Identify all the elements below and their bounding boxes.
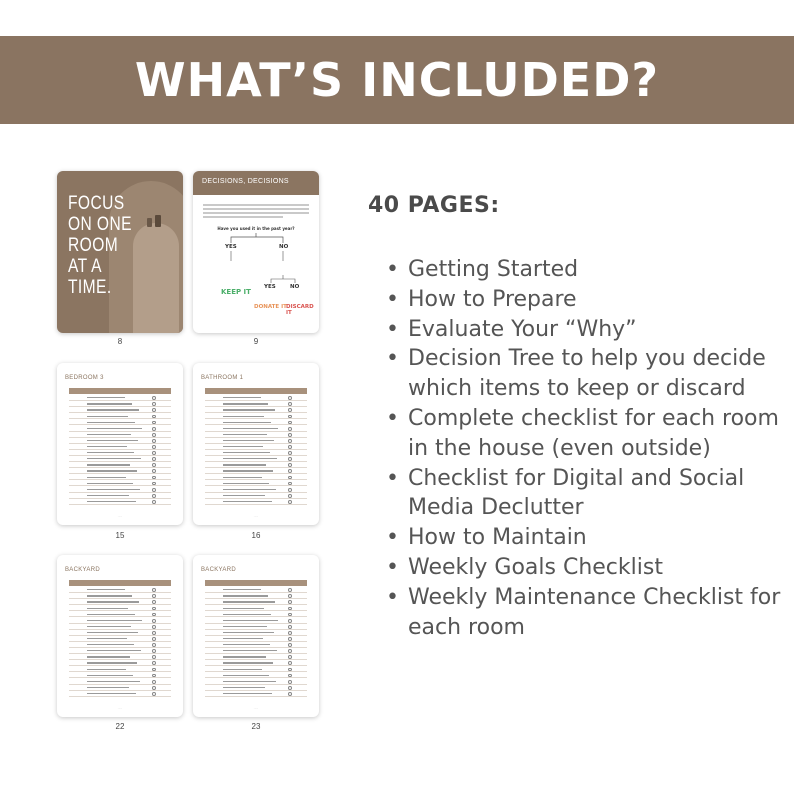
table-header — [205, 388, 307, 394]
checkbox-icon — [288, 655, 292, 659]
row-text — [87, 662, 137, 663]
decor-bottle — [155, 215, 161, 227]
list-item-label: Weekly Maintenance Checklist for each room — [408, 584, 781, 640]
cover-line: AT A TIME. — [68, 256, 112, 298]
checkbox-icon — [288, 588, 292, 592]
row-text — [87, 687, 129, 688]
row-text — [223, 669, 262, 670]
row-text — [223, 422, 271, 423]
row-text — [223, 644, 270, 645]
list-item — [386, 344, 786, 404]
row-text — [223, 595, 268, 596]
checkbox-icon — [152, 433, 156, 437]
page-thumbnail-8 — [57, 171, 183, 333]
list-item-label: Weekly Goals Checklist — [408, 554, 663, 580]
room-header: BEDROOM 3 — [65, 375, 104, 381]
checkbox-icon — [288, 643, 292, 647]
row-text — [223, 403, 268, 404]
checkbox-icon — [152, 463, 156, 467]
checkbox-icon — [288, 661, 292, 665]
checkbox-icon — [152, 680, 156, 684]
row-text — [87, 589, 125, 590]
table-header — [69, 388, 171, 394]
checkbox-icon — [288, 594, 292, 598]
checkbox-icon — [152, 427, 156, 431]
row-text — [87, 644, 134, 645]
row-text — [223, 464, 266, 465]
room-header: BACKYARD — [65, 567, 100, 573]
checkbox-icon — [288, 637, 292, 641]
table-header — [205, 580, 307, 586]
row-text — [223, 477, 262, 478]
checkbox-icon — [152, 613, 156, 617]
row-text — [87, 440, 138, 441]
checkbox-icon — [152, 668, 156, 672]
list-item-label: Checklist for Digital and Social Media Declutter — [408, 465, 745, 521]
list-item-label: Complete checklist for each room in the house (even outside) — [408, 405, 779, 461]
bullet-icon: • — [386, 316, 399, 342]
row-text — [223, 626, 267, 627]
row-text — [87, 650, 141, 651]
header-banner — [0, 36, 794, 124]
bullet-icon: • — [386, 405, 399, 431]
checkbox-icon — [288, 427, 292, 431]
row-text — [87, 403, 132, 404]
checkbox-icon — [288, 439, 292, 443]
row-text — [87, 434, 131, 435]
no-label: NO — [290, 284, 300, 290]
row-text — [87, 626, 131, 627]
checkbox-icon — [152, 649, 156, 653]
checkbox-icon — [288, 668, 292, 672]
row-text — [223, 489, 276, 490]
list-item — [386, 464, 786, 524]
checkbox-icon — [152, 594, 156, 598]
row-text — [223, 589, 261, 590]
page-footer: ····· — [117, 514, 123, 518]
table-row — [69, 691, 171, 697]
list-item-label: Getting Started — [408, 257, 579, 282]
row-text — [223, 675, 269, 676]
table-rows — [69, 395, 171, 505]
checkbox-icon — [152, 451, 156, 455]
checkbox-icon — [152, 692, 156, 696]
checkbox-icon — [288, 396, 292, 400]
checkbox-icon — [288, 631, 292, 635]
room-header: BACKYARD — [201, 567, 236, 573]
checkbox-icon — [152, 482, 156, 486]
checkbox-icon — [152, 439, 156, 443]
list-item-label: Evaluate Your “Why” — [408, 316, 637, 342]
checkbox-icon — [152, 494, 156, 498]
checklist-table — [205, 580, 307, 697]
checkbox-icon — [288, 408, 292, 412]
row-text — [87, 620, 142, 621]
checkbox-icon — [288, 402, 292, 406]
cover-title — [68, 193, 147, 298]
yes-label: YES — [264, 284, 276, 290]
row-text — [87, 452, 134, 453]
checkbox-icon — [152, 469, 156, 473]
page-thumbnail-9 — [193, 171, 319, 333]
page-thumbnail-22 — [57, 555, 183, 717]
checkbox-icon — [152, 588, 156, 592]
row-text — [87, 595, 132, 596]
row-text — [87, 483, 133, 484]
bullet-icon: • — [386, 525, 399, 551]
checkbox-icon — [288, 469, 292, 473]
list-item-label: Decision Tree to help you decide which items to keep or discard — [408, 346, 766, 402]
checkbox-icon — [288, 488, 292, 492]
page-number: 16 — [251, 531, 261, 540]
checkbox-icon — [152, 607, 156, 611]
checkbox-icon — [288, 607, 292, 611]
checkbox-icon — [288, 433, 292, 437]
row-text — [223, 452, 270, 453]
list-item — [386, 255, 786, 285]
row-text — [87, 489, 140, 490]
bullet-icon: • — [386, 554, 399, 580]
feature-list — [386, 255, 786, 642]
row-text — [87, 416, 128, 417]
row-text — [223, 495, 265, 496]
row-text — [223, 608, 264, 609]
cover-line: ROOM — [68, 235, 119, 256]
page-thumbnail-16 — [193, 363, 319, 525]
table-rows — [205, 587, 307, 697]
page-footer: ····· — [253, 706, 259, 710]
discard-it-label: DISCARD IT — [286, 304, 314, 316]
row-text — [87, 601, 139, 602]
checkbox-icon — [152, 619, 156, 623]
checkbox-icon — [152, 396, 156, 400]
row-text — [223, 656, 266, 657]
row-text — [87, 422, 135, 423]
row-text — [223, 614, 271, 615]
row-text — [223, 501, 272, 502]
row-text — [223, 632, 274, 633]
row-text — [87, 638, 127, 639]
checkbox-icon — [152, 415, 156, 419]
checkbox-icon — [288, 674, 292, 678]
checkbox-icon — [288, 445, 292, 449]
checkbox-icon — [152, 625, 156, 629]
row-text — [87, 464, 130, 465]
row-text — [87, 428, 142, 429]
table-rows — [205, 395, 307, 505]
row-text — [87, 495, 129, 496]
page-number: 23 — [251, 722, 261, 731]
row-text — [87, 681, 140, 682]
bullet-icon: • — [386, 257, 399, 282]
checkbox-icon — [152, 631, 156, 635]
checkbox-icon — [288, 457, 292, 461]
row-text — [87, 675, 133, 676]
row-text — [223, 434, 267, 435]
checkbox-icon — [152, 674, 156, 678]
row-text — [87, 608, 128, 609]
row-text — [87, 632, 138, 633]
page-thumbnail-15 — [57, 363, 183, 525]
page-number: 8 — [117, 337, 123, 346]
checkbox-icon — [288, 613, 292, 617]
list-item — [386, 285, 786, 315]
list-item — [386, 404, 786, 464]
checkbox-icon — [152, 686, 156, 690]
checklist-table — [205, 388, 307, 505]
page-thumbnail-23 — [193, 555, 319, 717]
row-text — [223, 446, 263, 447]
banner-title: WHAT’S INCLUDED? — [134, 53, 660, 107]
bullet-icon: • — [386, 286, 399, 312]
checkbox-icon — [288, 500, 292, 504]
list-item — [386, 315, 786, 345]
row-text — [223, 416, 264, 417]
row-text — [223, 470, 273, 471]
checkbox-icon — [152, 661, 156, 665]
list-item-label: How to Prepare — [408, 286, 577, 312]
row-text — [223, 458, 277, 459]
checkbox-icon — [288, 415, 292, 419]
checklist-table — [69, 580, 171, 697]
table-header — [69, 580, 171, 586]
list-item-label: How to Maintain — [408, 525, 587, 551]
checkbox-icon — [288, 463, 292, 467]
page-footer: ····· — [253, 514, 259, 518]
row-text — [223, 681, 276, 682]
yes-label: YES — [225, 244, 237, 250]
row-text — [223, 428, 278, 429]
checkbox-icon — [152, 476, 156, 480]
list-item — [386, 553, 786, 583]
row-text — [223, 687, 265, 688]
checkbox-icon — [152, 408, 156, 412]
list-item — [386, 523, 786, 553]
checkbox-icon — [288, 625, 292, 629]
row-text — [223, 483, 269, 484]
checkbox-icon — [288, 476, 292, 480]
checkbox-icon — [152, 421, 156, 425]
row-text — [87, 470, 137, 471]
checkbox-icon — [288, 600, 292, 604]
checkbox-icon — [288, 649, 292, 653]
page-header-label: DECISIONS, DECISIONS — [202, 178, 289, 185]
checkbox-icon — [288, 494, 292, 498]
checkbox-icon — [152, 488, 156, 492]
donate-it-label: DONATE IT — [254, 304, 287, 310]
row-text — [223, 662, 273, 663]
table-row — [205, 499, 307, 505]
checkbox-icon — [152, 637, 156, 641]
bullet-icon: • — [386, 465, 399, 491]
bullet-icon: • — [386, 584, 399, 610]
row-text — [223, 650, 277, 651]
row-text — [87, 409, 139, 410]
decision-question: Have you used it in the past year? — [217, 226, 295, 231]
decor-bottle-small — [147, 218, 152, 227]
checkbox-icon — [152, 445, 156, 449]
bullet-icon: • — [386, 346, 399, 372]
checkbox-icon — [288, 451, 292, 455]
room-header: BATHROOM 1 — [201, 375, 244, 381]
row-text — [223, 620, 278, 621]
checkbox-icon — [152, 655, 156, 659]
row-text — [87, 614, 135, 615]
pages-count-heading: 40 PAGES: — [368, 193, 500, 218]
checkbox-icon — [152, 600, 156, 604]
checklist-table — [69, 388, 171, 505]
row-text — [87, 458, 141, 459]
checkbox-icon — [288, 686, 292, 690]
row-text — [223, 397, 261, 398]
no-label: NO — [279, 244, 289, 250]
row-text — [223, 440, 274, 441]
checkbox-icon — [152, 500, 156, 504]
keep-it-label: KEEP IT — [221, 288, 251, 296]
checkbox-icon — [288, 619, 292, 623]
table-row — [69, 499, 171, 505]
table-row — [205, 691, 307, 697]
checkbox-icon — [288, 680, 292, 684]
row-text — [223, 409, 275, 410]
row-text — [223, 601, 275, 602]
list-item — [386, 583, 786, 643]
cover-line: ON ONE — [68, 214, 132, 235]
checkbox-icon — [152, 402, 156, 406]
row-text — [223, 693, 272, 694]
row-text — [87, 446, 127, 447]
row-text — [87, 656, 130, 657]
table-rows — [69, 587, 171, 697]
row-text — [223, 638, 263, 639]
page-footer: ····· — [117, 706, 123, 710]
page-number: 15 — [115, 531, 125, 540]
checkbox-icon — [288, 692, 292, 696]
row-text — [87, 501, 136, 502]
checkbox-icon — [288, 421, 292, 425]
checkbox-icon — [152, 643, 156, 647]
row-text — [87, 397, 125, 398]
checkbox-icon — [288, 482, 292, 486]
row-text — [87, 477, 126, 478]
page-number: 9 — [253, 337, 259, 346]
checkbox-icon — [152, 457, 156, 461]
row-text — [87, 669, 126, 670]
cover-line: FOCUS — [68, 193, 125, 214]
page-number: 22 — [115, 722, 125, 731]
row-text — [87, 693, 136, 694]
